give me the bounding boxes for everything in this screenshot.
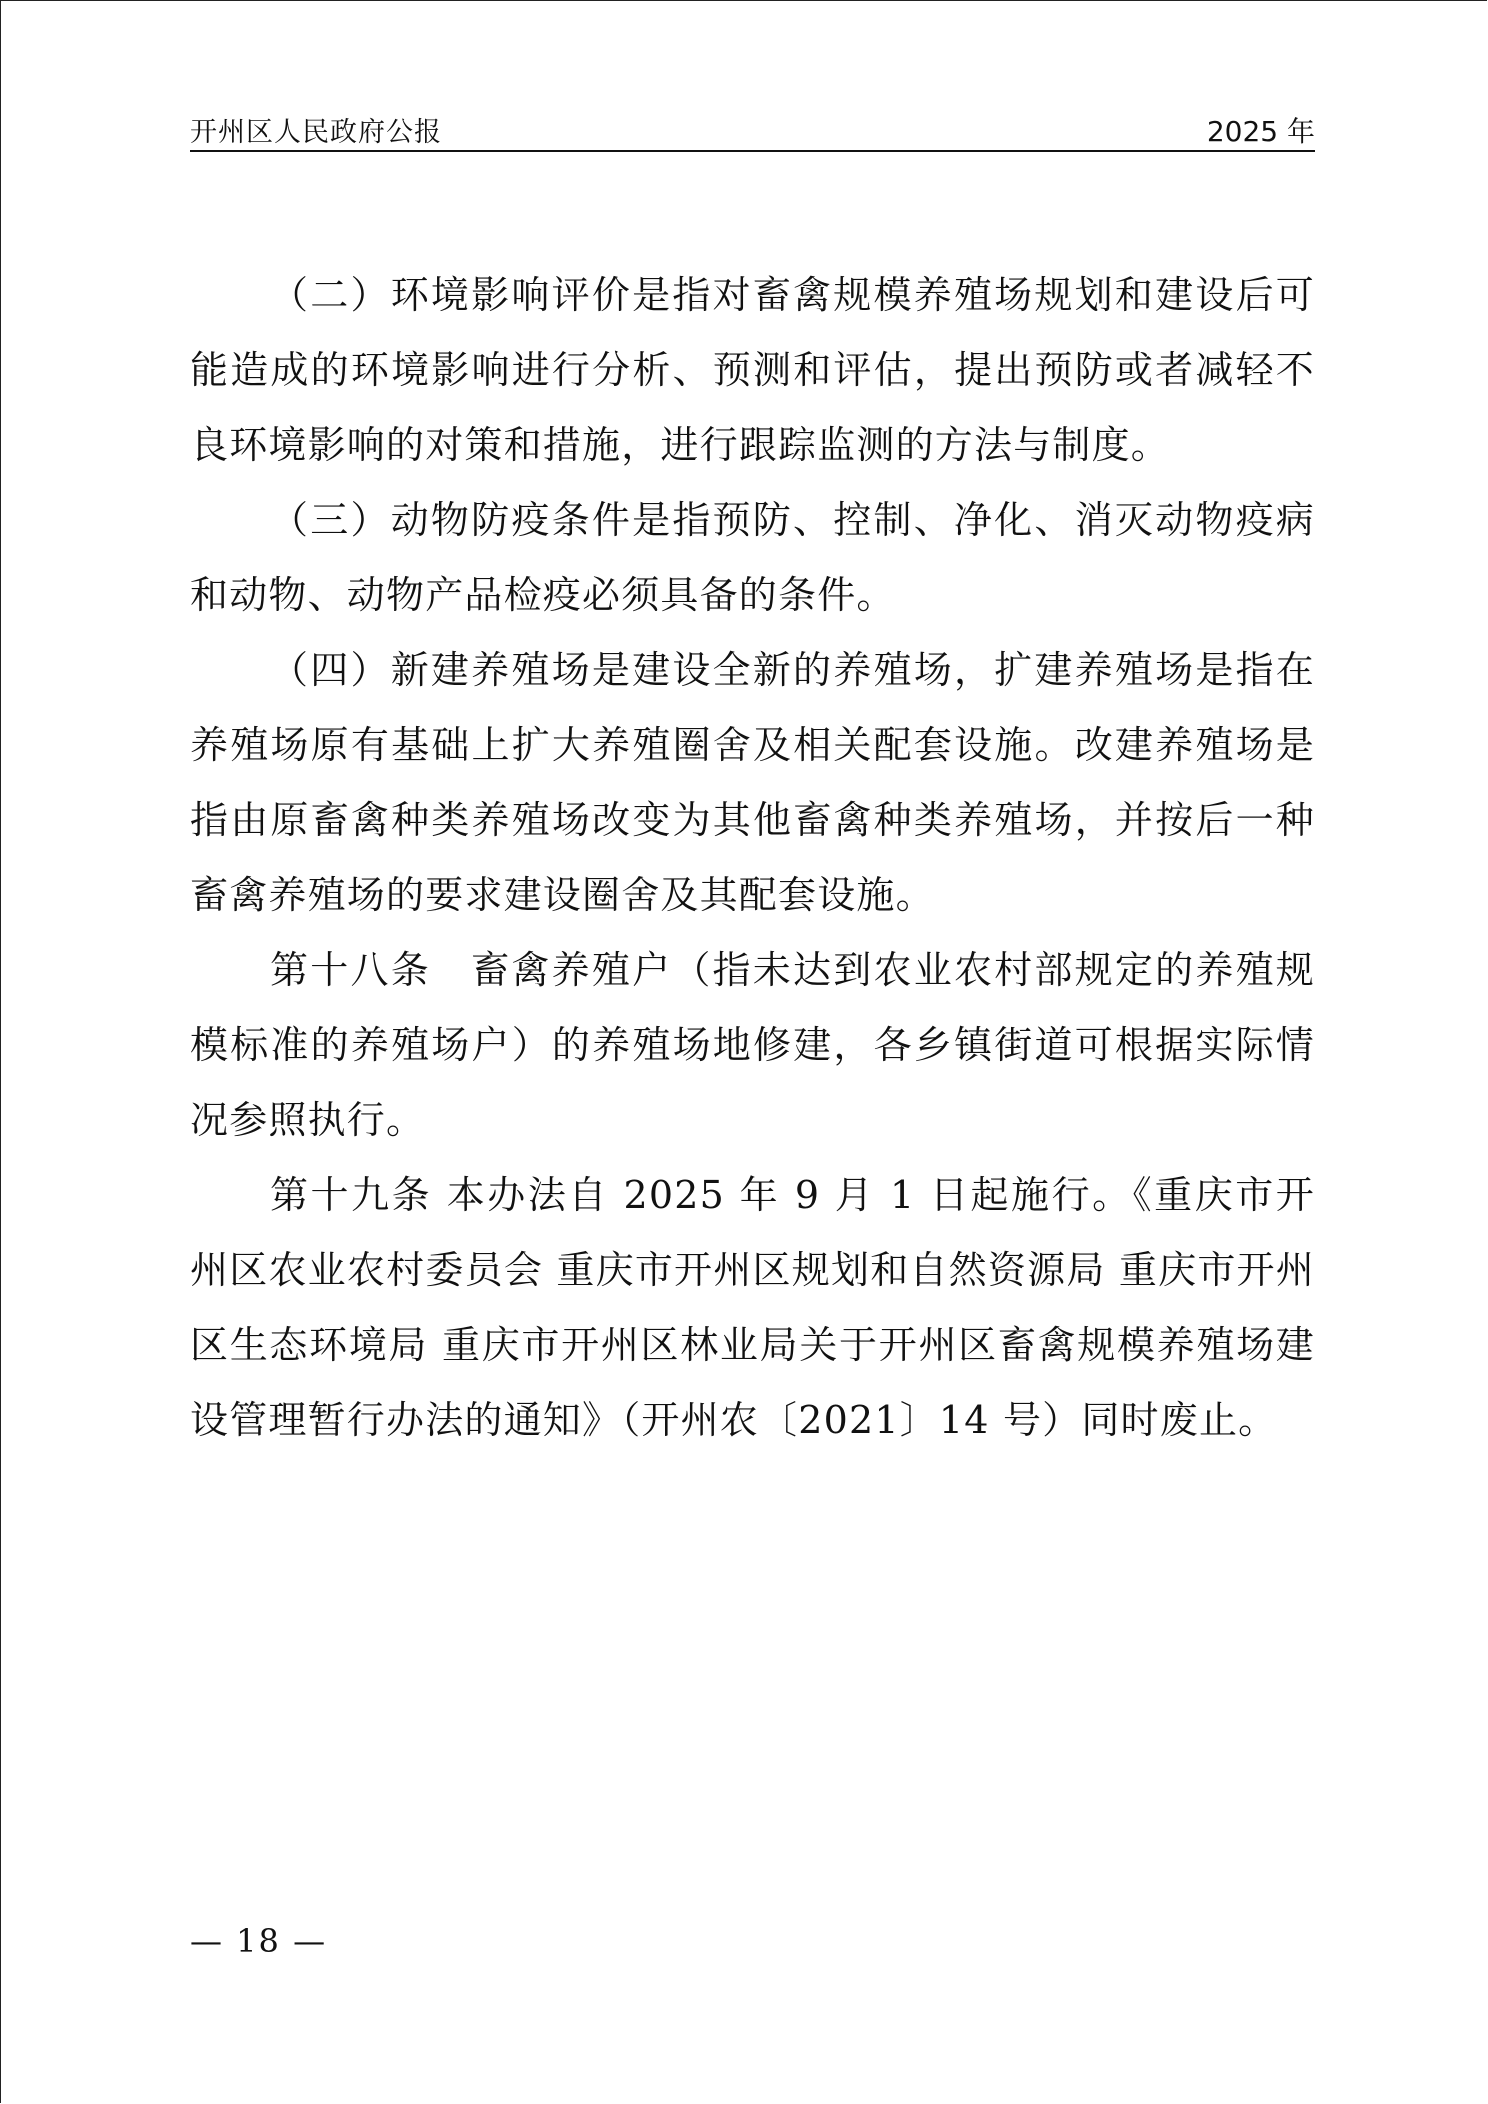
body-text — [190, 258, 1315, 1458]
paragraph-environmental-impact: （二）环境影响评价是指对畜禽规模养殖场规划和建设后可能造成的环境影响进行分析、预测和评估，提出预防或者减轻不良环境影响的对策和措施，进行跟踪监测的方法与制度。 — [190, 273, 1315, 467]
page-number: — 18 — — [190, 1922, 328, 1960]
paragraph-article-18: 第十八条 畜禽养殖户（指未达到农业农村部规定的养殖规模标准的养殖场户）的养殖场地修建，各乡镇街道可根据实际情况参照执行。 — [190, 948, 1315, 1142]
header-year — [1207, 110, 1315, 150]
header-year-number: 2025 — [1206, 115, 1279, 148]
gazette-title: 开州区人民政府公报 — [190, 117, 442, 148]
header-year-suffix: 年 — [1286, 115, 1315, 148]
paragraph-article-19: 第十九条 本办法自 2025 年 9 月 1 日起施行。《重庆市开州区农业农村委员会 重庆市开州区规划和自然资源局 重庆市开州区生态环境局 重庆市开州区林业局关于开州区畜禽规模养殖场建设管理暂行办法的通知》（开州农〔2021〕14 号）同时废止。 — [190, 1173, 1315, 1442]
paragraph-epidemic-prevention: （三）动物防疫条件是指预防、控制、净化、消灭动物疫病和动物、动物产品检疫必须具备的条件。 — [190, 498, 1315, 617]
paragraph-new-farm-definition: （四）新建养殖场是建设全新的养殖场，扩建养殖场是指在养殖场原有基础上扩大养殖圈舍及相关配套设施。改建养殖场是指由原畜禽种类养殖场改变为其他畜禽种类养殖场，并按后一种畜禽养殖场的要求建设圈舍及其配套设施。 — [190, 648, 1315, 917]
running-header — [190, 108, 1315, 152]
